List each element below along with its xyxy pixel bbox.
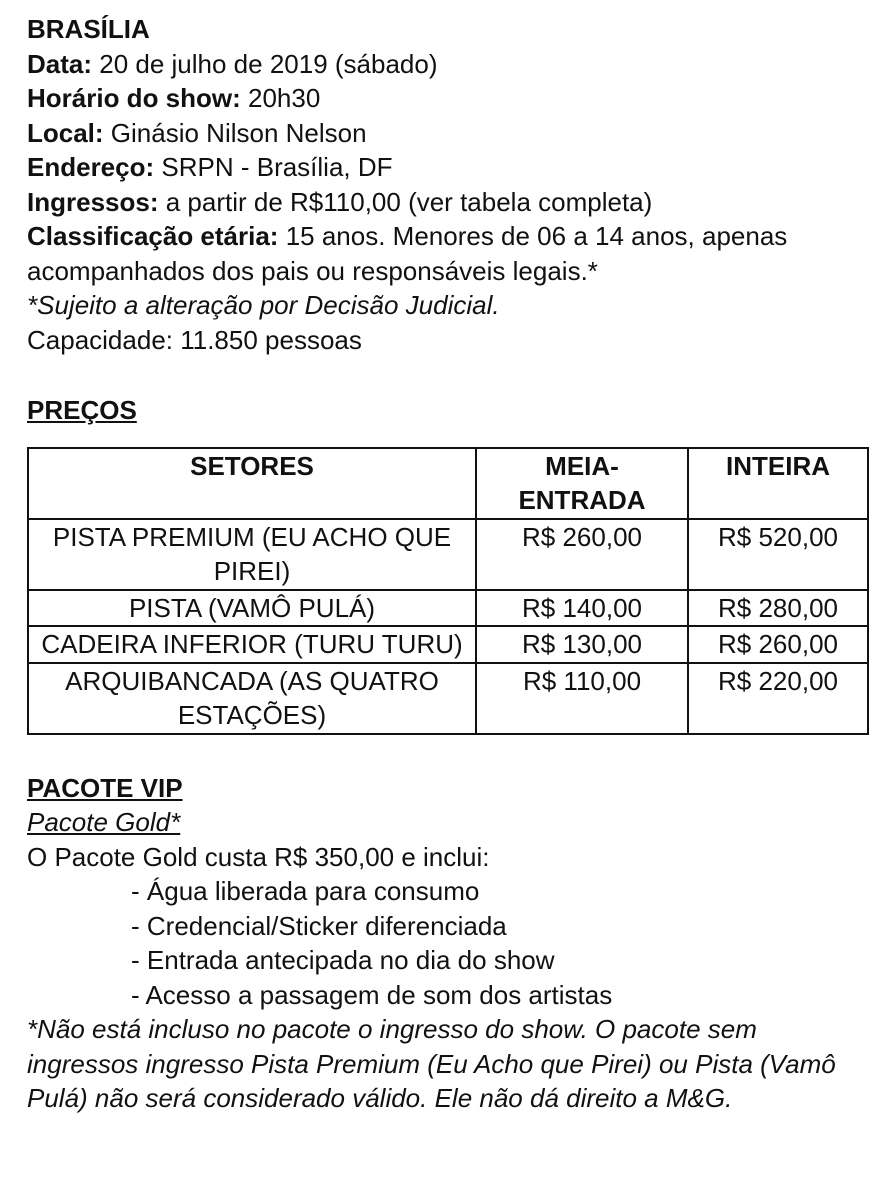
address-label: Endereço:: [27, 152, 155, 182]
half-price-cell: R$ 110,00: [476, 663, 688, 734]
date-value: 20 de julho de 2019 (sábado): [92, 48, 438, 79]
table-row: [28, 590, 868, 627]
time-value: 20h30: [240, 83, 321, 113]
full-price-cell: R$ 280,00: [688, 590, 868, 627]
show-time: [27, 81, 893, 116]
event-date: [27, 47, 893, 82]
header-sectors: SETORES: [28, 448, 476, 519]
tickets: [27, 185, 893, 220]
half-price-cell: R$ 140,00: [476, 590, 688, 627]
header-full-price: INTEIRA: [688, 448, 868, 519]
legal-note: *Sujeito a alteração por Decisão Judicial.: [27, 290, 500, 320]
time-label: Horário do show:: [27, 83, 241, 113]
half-price-cell: R$ 260,00: [476, 519, 688, 590]
venue: [27, 116, 893, 151]
vip-intro: O Pacote Gold custa R$ 350,00 e inclui:: [27, 841, 490, 872]
table-row: [28, 519, 868, 590]
prices-title: PREÇOS: [27, 395, 137, 425]
prices-table: [27, 447, 869, 735]
rating-label: Classificação etária:: [27, 221, 279, 251]
vip-title: PACOTE VIP: [27, 772, 183, 803]
capacity: Capacidade: 11.850 pessoas: [27, 324, 362, 355]
rating-value: 15 anos. Menores de 06 a 14 anos, apenas acompanhados dos pais ou responsáveis legais.*: [27, 221, 788, 286]
vip-package-name: Pacote Gold*: [27, 807, 181, 837]
table-row: [28, 663, 868, 734]
date-label: Data:: [27, 48, 93, 79]
vip-items-list: [27, 874, 893, 1012]
list-item: - Água liberada para consumo: [131, 874, 893, 909]
age-rating: [27, 219, 867, 288]
half-price-cell: R$ 130,00: [476, 626, 688, 663]
venue-label: Local:: [27, 117, 104, 148]
address-value: SRPN - Brasília, DF: [154, 152, 393, 182]
list-item: - Entrada antecipada no dia do show: [131, 943, 893, 978]
prices-header-row: [28, 448, 868, 519]
full-price-cell: R$ 260,00: [688, 626, 868, 663]
venue-value: Ginásio Nilson Nelson: [103, 117, 367, 148]
sector-cell: ARQUIBANCADA (AS QUATRO ESTAÇÕES): [28, 663, 476, 734]
table-row: [28, 626, 868, 663]
sector-cell: PISTA PREMIUM (EU ACHO QUE PIREI): [28, 519, 476, 590]
list-item: - Credencial/Sticker diferenciada: [131, 909, 893, 944]
header-half-price: MEIA- ENTRADA: [476, 448, 688, 519]
sector-cell: CADEIRA INFERIOR (TURU TURU): [28, 626, 476, 663]
tickets-value: a partir de R$110,00 (ver tabela completa): [158, 186, 653, 217]
city-title: BRASÍLIA: [27, 14, 150, 44]
vip-footnote: *Não está incluso no pacote o ingresso do show. O pacote sem ingressos ingresso Pista Premium (Eu Acho que Pirei) ou Pista (Vamô Pulá) não será considerado válido. Ele não dá direito a M&G.: [27, 1014, 836, 1113]
full-price-cell: R$ 220,00: [688, 663, 868, 734]
list-item: - Acesso a passagem de som dos artistas: [131, 978, 893, 1013]
address: [27, 150, 893, 185]
full-price-cell: R$ 520,00: [688, 519, 868, 590]
sector-cell: PISTA (VAMÔ PULÁ): [28, 590, 476, 627]
tickets-label: Ingressos:: [27, 186, 159, 217]
